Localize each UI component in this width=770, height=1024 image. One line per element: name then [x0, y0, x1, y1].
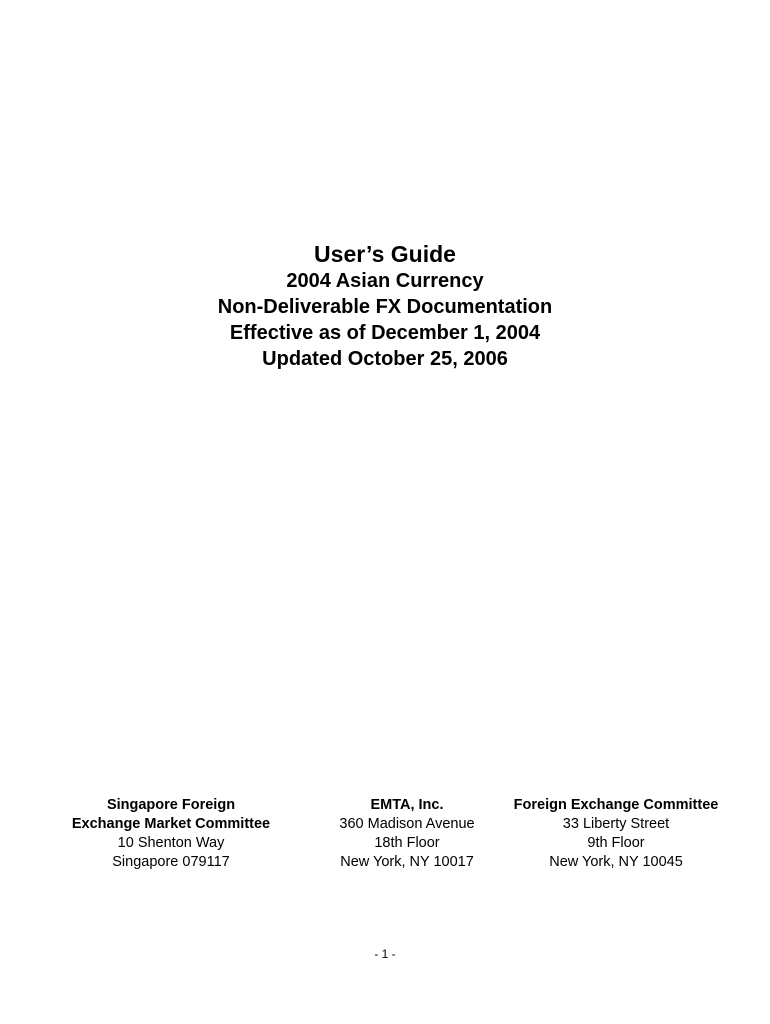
- document-subtitle-line-3: Effective as of December 1, 2004: [229, 322, 541, 344]
- organization-address-line: 33 Liberty Street: [562, 816, 670, 832]
- organization-address-line: Singapore 079117: [112, 854, 230, 870]
- organization-address-line: 9th Floor: [587, 835, 645, 851]
- document-title: User’s Guide: [314, 241, 456, 267]
- organization-address-line: 10 Shenton Way: [117, 835, 225, 851]
- organization-address-line: New York, NY 10017: [340, 854, 474, 870]
- organization-name-line: Exchange Market Committee: [71, 816, 271, 832]
- organization-name-line: Singapore Foreign: [106, 797, 236, 813]
- organization-address-line: 360 Madison Avenue: [339, 816, 475, 832]
- organization-name-line: EMTA, Inc.: [370, 797, 444, 813]
- organization-fxc-address: [500, 796, 732, 872]
- document-title-block: [0, 240, 770, 372]
- document-subtitle-line-2: Non-Deliverable FX Documentation: [217, 296, 553, 318]
- organization-name-line: Foreign Exchange Committee: [513, 797, 719, 813]
- document-subtitle-line-1: 2004 Asian Currency: [286, 270, 484, 292]
- organization-emta-address: [316, 796, 498, 872]
- organization-sfemc-address: [40, 796, 302, 872]
- organization-address-line: 18th Floor: [374, 835, 440, 851]
- organization-address-line: New York, NY 10045: [549, 854, 683, 870]
- document-subtitle-line-4: Updated October 25, 2006: [262, 348, 508, 370]
- page-number: - 1 -: [374, 947, 396, 961]
